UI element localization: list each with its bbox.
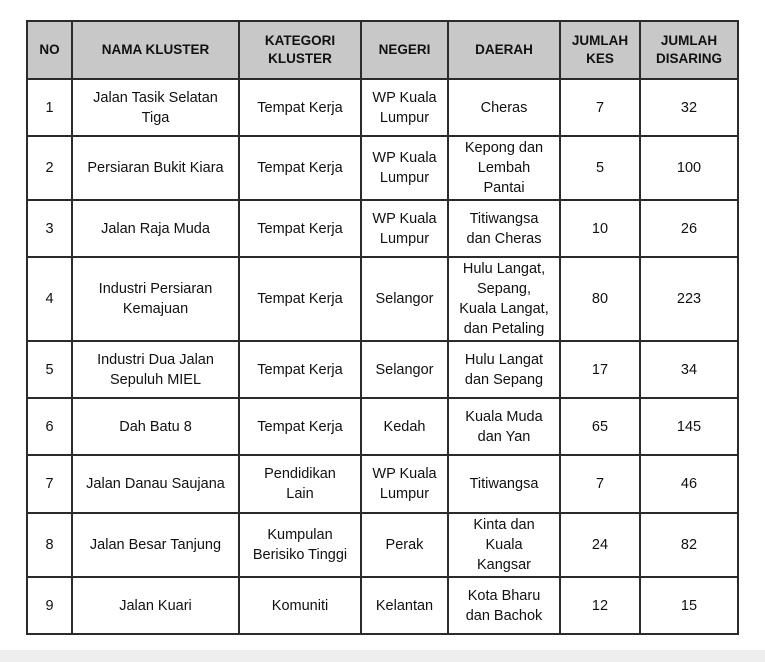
- table-row: [27, 455, 738, 513]
- cell-nama-kluster: Jalan Raja Muda: [72, 200, 239, 257]
- cell-no: 3: [27, 200, 72, 257]
- table-row: [27, 200, 738, 257]
- cell-daerah: Kepong dan Lembah Pantai: [448, 136, 560, 200]
- cell-no: 2: [27, 136, 72, 200]
- cell-jumlah-kes: 65: [560, 398, 640, 455]
- cell-nama-kluster: Jalan Tasik Selatan Tiga: [72, 79, 239, 136]
- cell-daerah: Kuala Muda dan Yan: [448, 398, 560, 455]
- table-row: [27, 513, 738, 577]
- header-no: NO: [27, 21, 72, 79]
- table-row: [27, 398, 738, 455]
- cell-kategori-kluster: Tempat Kerja: [239, 200, 361, 257]
- cell-jumlah-disaring: 100: [640, 136, 738, 200]
- cell-kategori-kluster: Pendidikan Lain: [239, 455, 361, 513]
- cell-kategori-kluster: Tempat Kerja: [239, 398, 361, 455]
- table-row: [27, 577, 738, 634]
- cell-daerah: Titiwangsa dan Cheras: [448, 200, 560, 257]
- cell-negeri: WP Kuala Lumpur: [361, 455, 448, 513]
- cell-no: 1: [27, 79, 72, 136]
- cell-jumlah-disaring: 34: [640, 341, 738, 398]
- cell-no: 5: [27, 341, 72, 398]
- cell-jumlah-disaring: 223: [640, 257, 738, 341]
- cell-kategori-kluster: Komuniti: [239, 577, 361, 634]
- cell-jumlah-disaring: 26: [640, 200, 738, 257]
- cell-jumlah-kes: 10: [560, 200, 640, 257]
- cell-negeri: WP Kuala Lumpur: [361, 79, 448, 136]
- cell-negeri: WP Kuala Lumpur: [361, 200, 448, 257]
- cell-kategori-kluster: Tempat Kerja: [239, 79, 361, 136]
- table-row: [27, 257, 738, 341]
- header-nama-kluster: NAMA KLUSTER: [72, 21, 239, 79]
- header-daerah: DAERAH: [448, 21, 560, 79]
- cell-jumlah-kes: 5: [560, 136, 640, 200]
- header-jumlah-kes: JUMLAH KES: [560, 21, 640, 79]
- cell-negeri: Kelantan: [361, 577, 448, 634]
- cell-nama-kluster: Industri Persiaran Kemajuan: [72, 257, 239, 341]
- cell-no: 7: [27, 455, 72, 513]
- table-row: [27, 79, 738, 136]
- cell-nama-kluster: Jalan Besar Tanjung: [72, 513, 239, 577]
- cell-jumlah-disaring: 145: [640, 398, 738, 455]
- cell-jumlah-disaring: 15: [640, 577, 738, 634]
- header-row: [27, 21, 738, 79]
- cell-jumlah-kes: 12: [560, 577, 640, 634]
- table-row: [27, 341, 738, 398]
- header-kategori-kluster: KATEGORI KLUSTER: [239, 21, 361, 79]
- cell-negeri: WP Kuala Lumpur: [361, 136, 448, 200]
- cell-jumlah-disaring: 32: [640, 79, 738, 136]
- table-header: [27, 21, 738, 79]
- cell-no: 4: [27, 257, 72, 341]
- cluster-table: [26, 20, 739, 635]
- cell-no: 9: [27, 577, 72, 634]
- cell-daerah: Hulu Langat, Sepang, Kuala Langat, dan Petaling: [448, 257, 560, 341]
- cell-jumlah-kes: 24: [560, 513, 640, 577]
- cell-negeri: Selangor: [361, 257, 448, 341]
- cell-negeri: Selangor: [361, 341, 448, 398]
- cell-nama-kluster: Persiaran Bukit Kiara: [72, 136, 239, 200]
- cell-no: 8: [27, 513, 72, 577]
- bottom-band: [0, 650, 765, 662]
- cell-nama-kluster: Industri Dua Jalan Sepuluh MIEL: [72, 341, 239, 398]
- cell-daerah: Titiwangsa: [448, 455, 560, 513]
- cell-jumlah-disaring: 82: [640, 513, 738, 577]
- cell-nama-kluster: Dah Batu 8: [72, 398, 239, 455]
- cell-negeri: Kedah: [361, 398, 448, 455]
- cell-daerah: Kota Bharu dan Bachok: [448, 577, 560, 634]
- cell-kategori-kluster: Kumpulan Berisiko Tinggi: [239, 513, 361, 577]
- cell-jumlah-kes: 17: [560, 341, 640, 398]
- cell-nama-kluster: Jalan Kuari: [72, 577, 239, 634]
- cell-daerah: Cheras: [448, 79, 560, 136]
- cell-daerah: Hulu Langat dan Sepang: [448, 341, 560, 398]
- cell-nama-kluster: Jalan Danau Saujana: [72, 455, 239, 513]
- header-jumlah-disaring: JUMLAH DISARING: [640, 21, 738, 79]
- cell-jumlah-kes: 80: [560, 257, 640, 341]
- cell-jumlah-disaring: 46: [640, 455, 738, 513]
- cell-kategori-kluster: Tempat Kerja: [239, 136, 361, 200]
- cell-daerah: Kinta dan Kuala Kangsar: [448, 513, 560, 577]
- cell-jumlah-kes: 7: [560, 455, 640, 513]
- cell-kategori-kluster: Tempat Kerja: [239, 257, 361, 341]
- cell-kategori-kluster: Tempat Kerja: [239, 341, 361, 398]
- cell-jumlah-kes: 7: [560, 79, 640, 136]
- cell-negeri: Perak: [361, 513, 448, 577]
- table-body: [27, 79, 738, 634]
- table-row: [27, 136, 738, 200]
- cell-no: 6: [27, 398, 72, 455]
- header-negeri: NEGERI: [361, 21, 448, 79]
